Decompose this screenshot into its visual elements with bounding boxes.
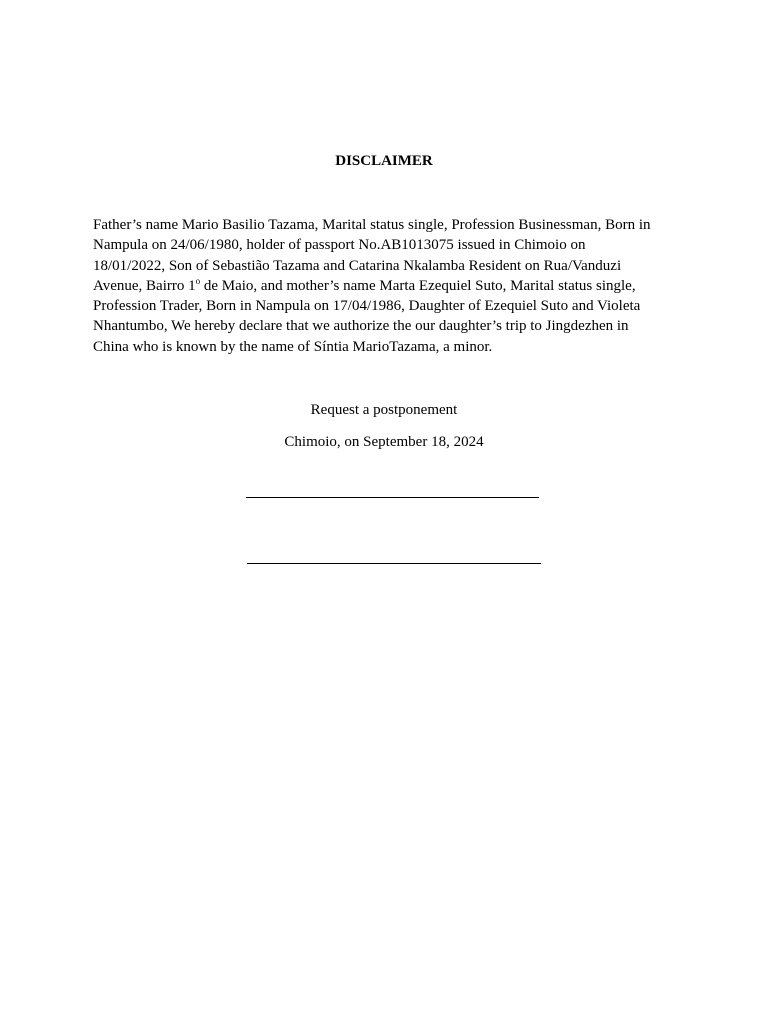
signature-line-2 <box>247 563 541 564</box>
paragraph-line-7: China who is known by the name of Síntia MarioTazama, a minor. <box>93 338 493 355</box>
request-text: Request a postponement <box>310 402 458 418</box>
paragraph-line-6: Nhantumbo, We hereby declare that we authorize the our daughter’s trip to Jingdezhen in <box>93 318 629 335</box>
paragraph-line-2: Nampula on 24/06/1980, holder of passport No.AB1013075 issued in Chimoio on <box>93 237 586 254</box>
paragraph-line-4: Avenue, Bairro 1 <box>93 277 196 294</box>
ordinal-superscript: o <box>195 275 201 286</box>
signature-line-1 <box>246 497 539 498</box>
place-date-text: Chimoio, on September 18, 2024 <box>284 434 484 450</box>
paragraph-line-4-rest: de Maio, and mother’s name Marta Ezequiel Suto, Marital status single, <box>200 277 636 294</box>
paragraph-line-3: 18/01/2022, Son of Sebastião Tazama and Catarina Nkalamba Resident on Rua/Vanduzi <box>93 257 622 274</box>
paragraph-line-5: Profession Trader, Born in Nampula on 17/04/1986, Daughter of Ezequiel Suto and Violeta <box>93 298 641 315</box>
declaration-paragraph <box>93 215 677 357</box>
page-title: DISCLAIMER <box>335 153 433 169</box>
paragraph-line-1: Father’s name Mario Basilio Tazama, Marital status single, Profession Businessman, Born in <box>93 217 651 233</box>
